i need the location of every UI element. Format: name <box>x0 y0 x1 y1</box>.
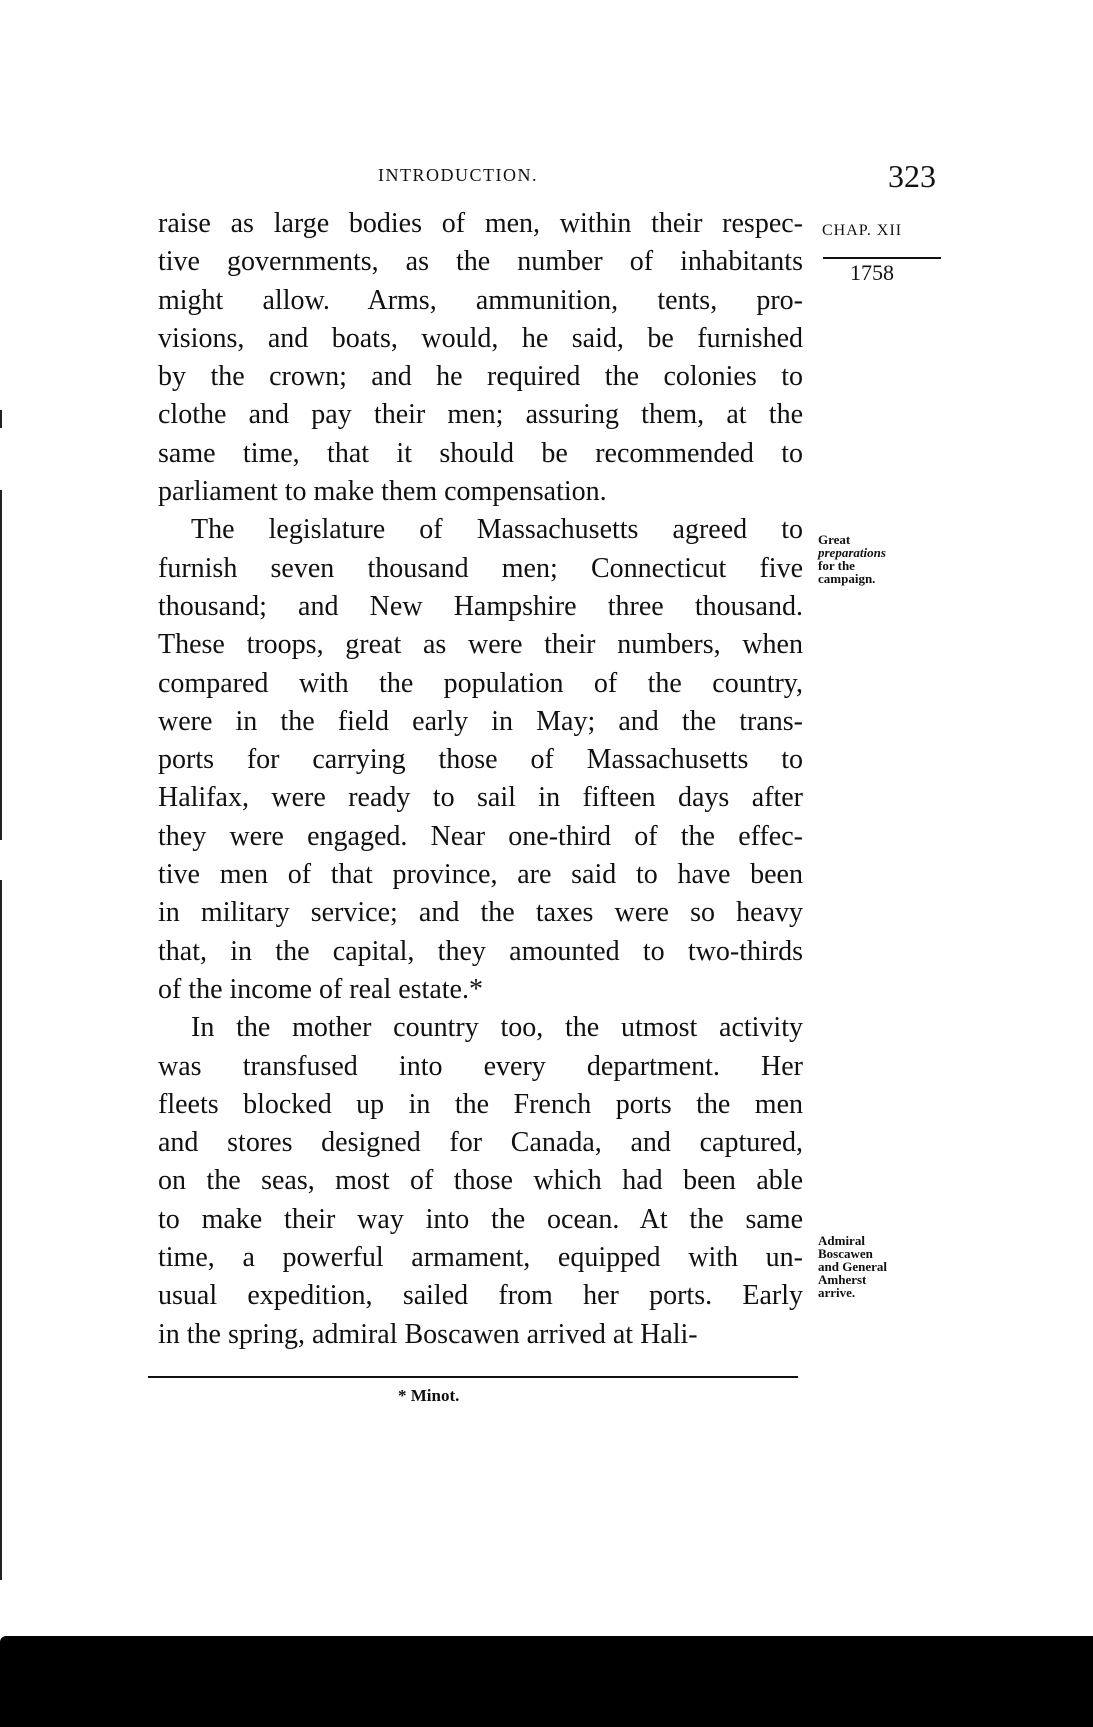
text-line: thousand; and New Hampshire three thousand. <box>158 590 803 622</box>
chapter-label: CHAP. XII <box>822 222 903 239</box>
text-line: In the mother country too, the utmost activity <box>191 1012 803 1044</box>
text-line: raise as large bodies of men, within their respec- <box>158 208 803 239</box>
text-line: tive men of that province, are said to have been <box>158 859 803 891</box>
body-text <box>158 205 803 1354</box>
text-line: parliament to make them compensation. <box>158 476 607 508</box>
text-line: by the crown; and he required the colonies to <box>158 361 803 393</box>
running-title: INTRODUCTION. <box>378 165 538 185</box>
text-line: in military service; and the taxes were so heavy <box>158 897 803 929</box>
note-line: campaign. <box>818 571 876 586</box>
text-line: visions, and boats, would, he said, be furnished <box>158 322 803 354</box>
text-line: time, a powerful armament, equipped with un- <box>158 1242 803 1274</box>
text-line: on the seas, most of those which had been able <box>158 1165 803 1197</box>
text-line: ports for carrying those of Massachusetts to <box>158 744 803 776</box>
text-line: same time, that it should be recommended to <box>158 437 803 469</box>
text-line: The legislature of Massachusetts agreed to <box>191 514 803 546</box>
margin-note-preparations <box>818 533 886 585</box>
note-line: preparations <box>818 545 886 560</box>
footnote-rule <box>148 1376 798 1378</box>
text-line: to make their way into the ocean. At the same <box>158 1203 803 1235</box>
chapter-rule <box>823 257 941 259</box>
text-line: Halifax, were ready to sail in fifteen days after <box>158 782 803 814</box>
note-line: arrive. <box>818 1285 856 1300</box>
note-line: Amherst <box>818 1272 867 1287</box>
text-line: and stores designed for Canada, and captured, <box>158 1127 803 1159</box>
note-line: and General <box>818 1259 887 1274</box>
note-line: for the <box>818 558 855 573</box>
margin-note-admiral <box>818 1234 887 1299</box>
text-line: were in the field early in May; and the trans- <box>158 705 803 737</box>
text-line: in the spring, admiral Boscawen arrived at Hali- <box>158 1318 698 1350</box>
text-line: clothe and pay their men; assuring them, at the <box>158 399 803 431</box>
scan-bottom-border <box>0 1636 1093 1727</box>
text-line: These troops, great as were their numbers, when <box>158 629 803 661</box>
text-line: was transfused into every department. Her <box>158 1050 803 1082</box>
text-line: usual expedition, sailed from her ports. Early <box>158 1280 803 1312</box>
text-line: tive governments, as the number of inhabitants <box>158 246 803 278</box>
text-line: that, in the capital, they amounted to two-thirds <box>158 935 803 967</box>
note-line: Great <box>818 532 851 547</box>
scan-edge-mark <box>0 490 2 840</box>
scan-edge-mark <box>0 880 2 1580</box>
scan-edge-mark <box>0 410 2 428</box>
text-line: they were engaged. Near one-third of the effec- <box>158 820 803 852</box>
note-line: Boscawen <box>818 1246 873 1261</box>
text-line: of the income of real estate.* <box>158 973 483 1005</box>
margin-year: 1758 <box>850 260 894 285</box>
text-line: might allow. Arms, ammunition, tents, pro- <box>158 284 803 316</box>
page-number: 323 <box>888 158 936 194</box>
text-line: furnish seven thousand men; Connecticut five <box>158 552 803 584</box>
text-line: fleets blocked up in the French ports the men <box>158 1088 803 1120</box>
footnote: * Minot. <box>398 1386 460 1405</box>
note-line: Admiral <box>818 1233 865 1248</box>
text-line: compared with the population of the country, <box>158 667 803 699</box>
